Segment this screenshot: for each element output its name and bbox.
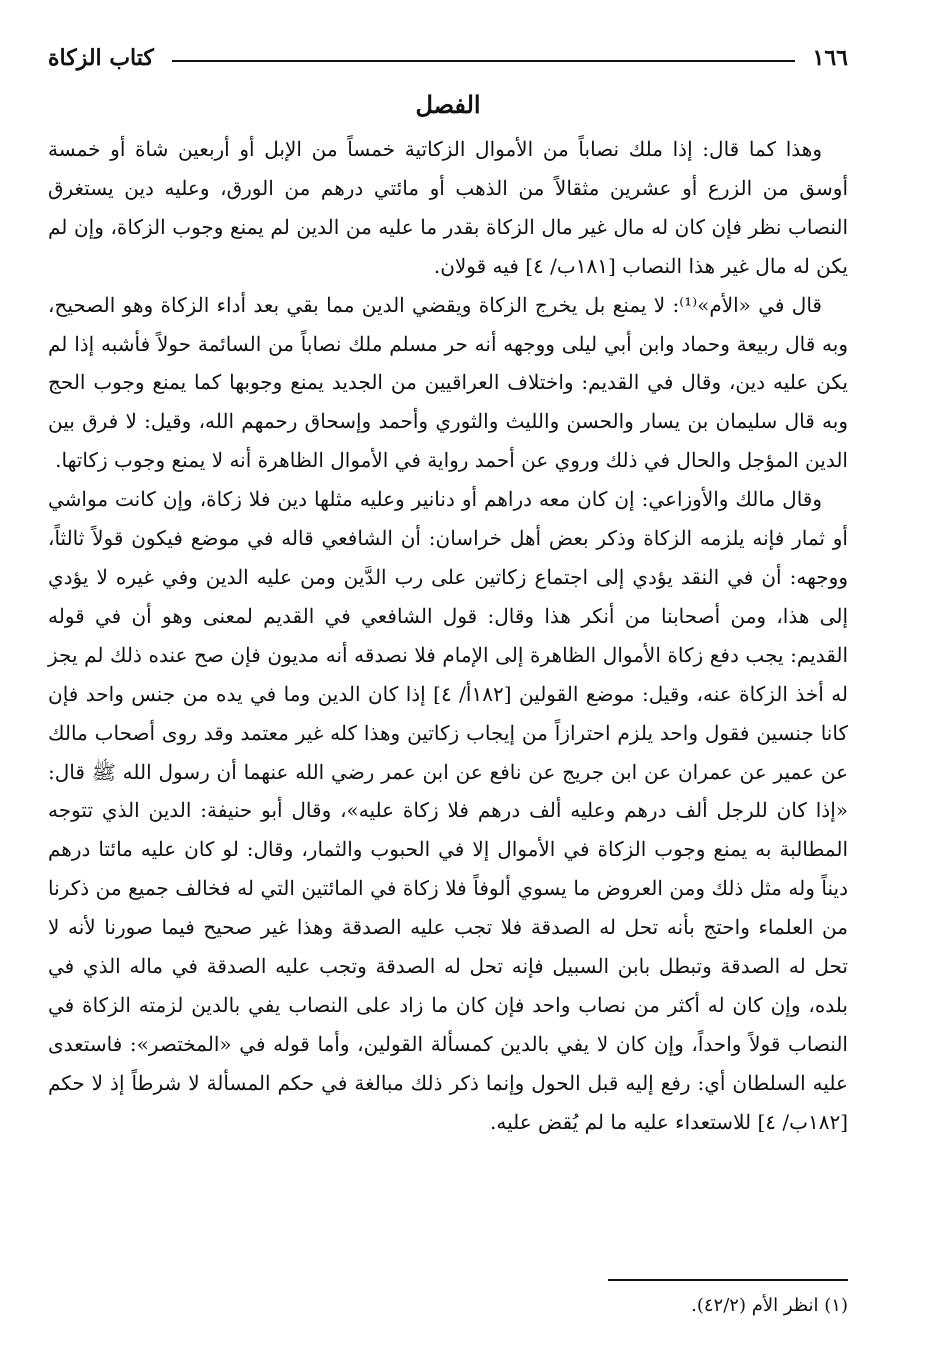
page-number: ١٦٦: [812, 45, 848, 71]
paragraph: قال في «الأم»⁽¹⁾: لا يمنع بل يخرج الزكاة ويقضي الدين مما بقي بعد أداء الزكاة وهو الصحيح، وبه قال ربيعة وحماد وابن أبي ليلى ووجهه أنه حر مسلم ملك نصاباً من السائمة حولاً فأشبه إذا لم يكن عليه دين، وقال في القديم: واختلاف العراقيين من الجديد يمنع وجوبها كما يمنع وجوب الحج وبه قال سليمان بن يسار والحسن والليث والثوري وأحمد وإسحاق رحمهم الله، وقيل: لا فرق بين الدين المؤجل والحال في ذلك وروي عن أحمد رواية في الأموال الظاهرة أنه لا يمنع وجوب زكاتها.: [48, 292, 848, 473]
paragraph: وهذا كما قال: إذا ملك نصاباً من الأموال الزكاتية خمساً من الإبل أو أربعين شاة أو خمسة أوسق من الزرع أو عشرين مثقالاً من الذهب أو مائتي درهم من الورق، وعليه دين يستغرق النصاب نظر فإن كان له مال غير مال الزكاة بقدر ما عليه من الدين لم يمنع وجوب الزكاة، وإن لم يكن له مال غير هذا النصاب [١٨١ب/ ٤] فيه قولان.: [48, 137, 848, 278]
footnote-rule: [608, 1279, 848, 1281]
footnote: (١) انظر الأم (٤٢/٢).: [691, 1295, 848, 1316]
body-text: [48, 130, 848, 1142]
book-title: كتاب الزكاة: [48, 45, 154, 71]
running-header: [48, 38, 848, 78]
section-heading: الفصل: [415, 90, 481, 119]
paragraph: وقال مالك والأوزاعي: إن كان معه دراهم أو دنانير وعليه مثلها دين فلا زكاة، وإن كانت مواشي أو ثمار فإنه يلزمه الزكاة وذكر بعض أهل خراسان: أن الشافعي قاله في موضع فيكون قولاً ثالثاً، ووجهه: أن في النقد يؤدي إلى اجتماع زكاتين على رب الدَّين ومن عليه الدين وفي غيره لا يؤدي إلى هذا، ومن أصحابنا من أنكر هذا وقال: قول الشافعي في القديم لمعنى وهو أن في قوله القديم: يجب دفع زكاة الأموال الظاهرة إلى الإمام فلا نصدقه أنه مديون فإن صح عنده ذلك لم يجز له أخذ الزكاة عنه، وقيل: موضع القولين [١٨٢أ/ ٤] إذا كان الدين وما في يده من جنس واحد فإن كانا جنسين فقول واحد يلزم احترازاً من إيجاب زكاتين وهذا كله غير معتمد وقد روى أصحاب مالك عن عمير عن عمران عن ابن جريج عن نافع عن ابن عمر رضي الله عنهما أن رسول الله ﷺ قال: «إذا كان للرجل ألف درهم وعليه ألف درهم فلا زكاة عليه»، وقال أبو حنيفة: الدين الذي تتوجه المطالبة به يمنع وجوب الزكاة في الأموال إلا في الحبوب والثمار، وقال: لو كان عليه مائتا درهم ديناً وله مثل ذلك ومن العروض ما يسوي ألوفاً فلا زكاة في المائتين التي له فخالف جميع من ذكرنا من العلماء واحتج بأنه تحل له الصدقة فلا تجب عليه الصدقة وهذا غير صحيح فيما صورنا لأنه لا تحل له الصدقة وتبطل بابن السبيل فإنه تحل له الصدقة وتجب عليه الصدقة في ماله الذي في بلده، وإن كان له أكثر من نصاب واحد فإن كان ما زاد على النصاب يفي بالدين لزمته الزكاة في النصاب قولاً واحداً، وإن كان لا يفي بالدين كمسألة القولين، وأما قوله في «المختصر»: فاستعدى عليه السلطان أي: رفع إليه قبل الحول وإنما ذكر ذلك مبالغة في حكم المسألة لا شرطاً إذ لا حكم [١٨٢ب/ ٤] للاستعداء عليه ما لم يُقض عليه.: [48, 487, 849, 1134]
header-rule: [172, 60, 795, 62]
